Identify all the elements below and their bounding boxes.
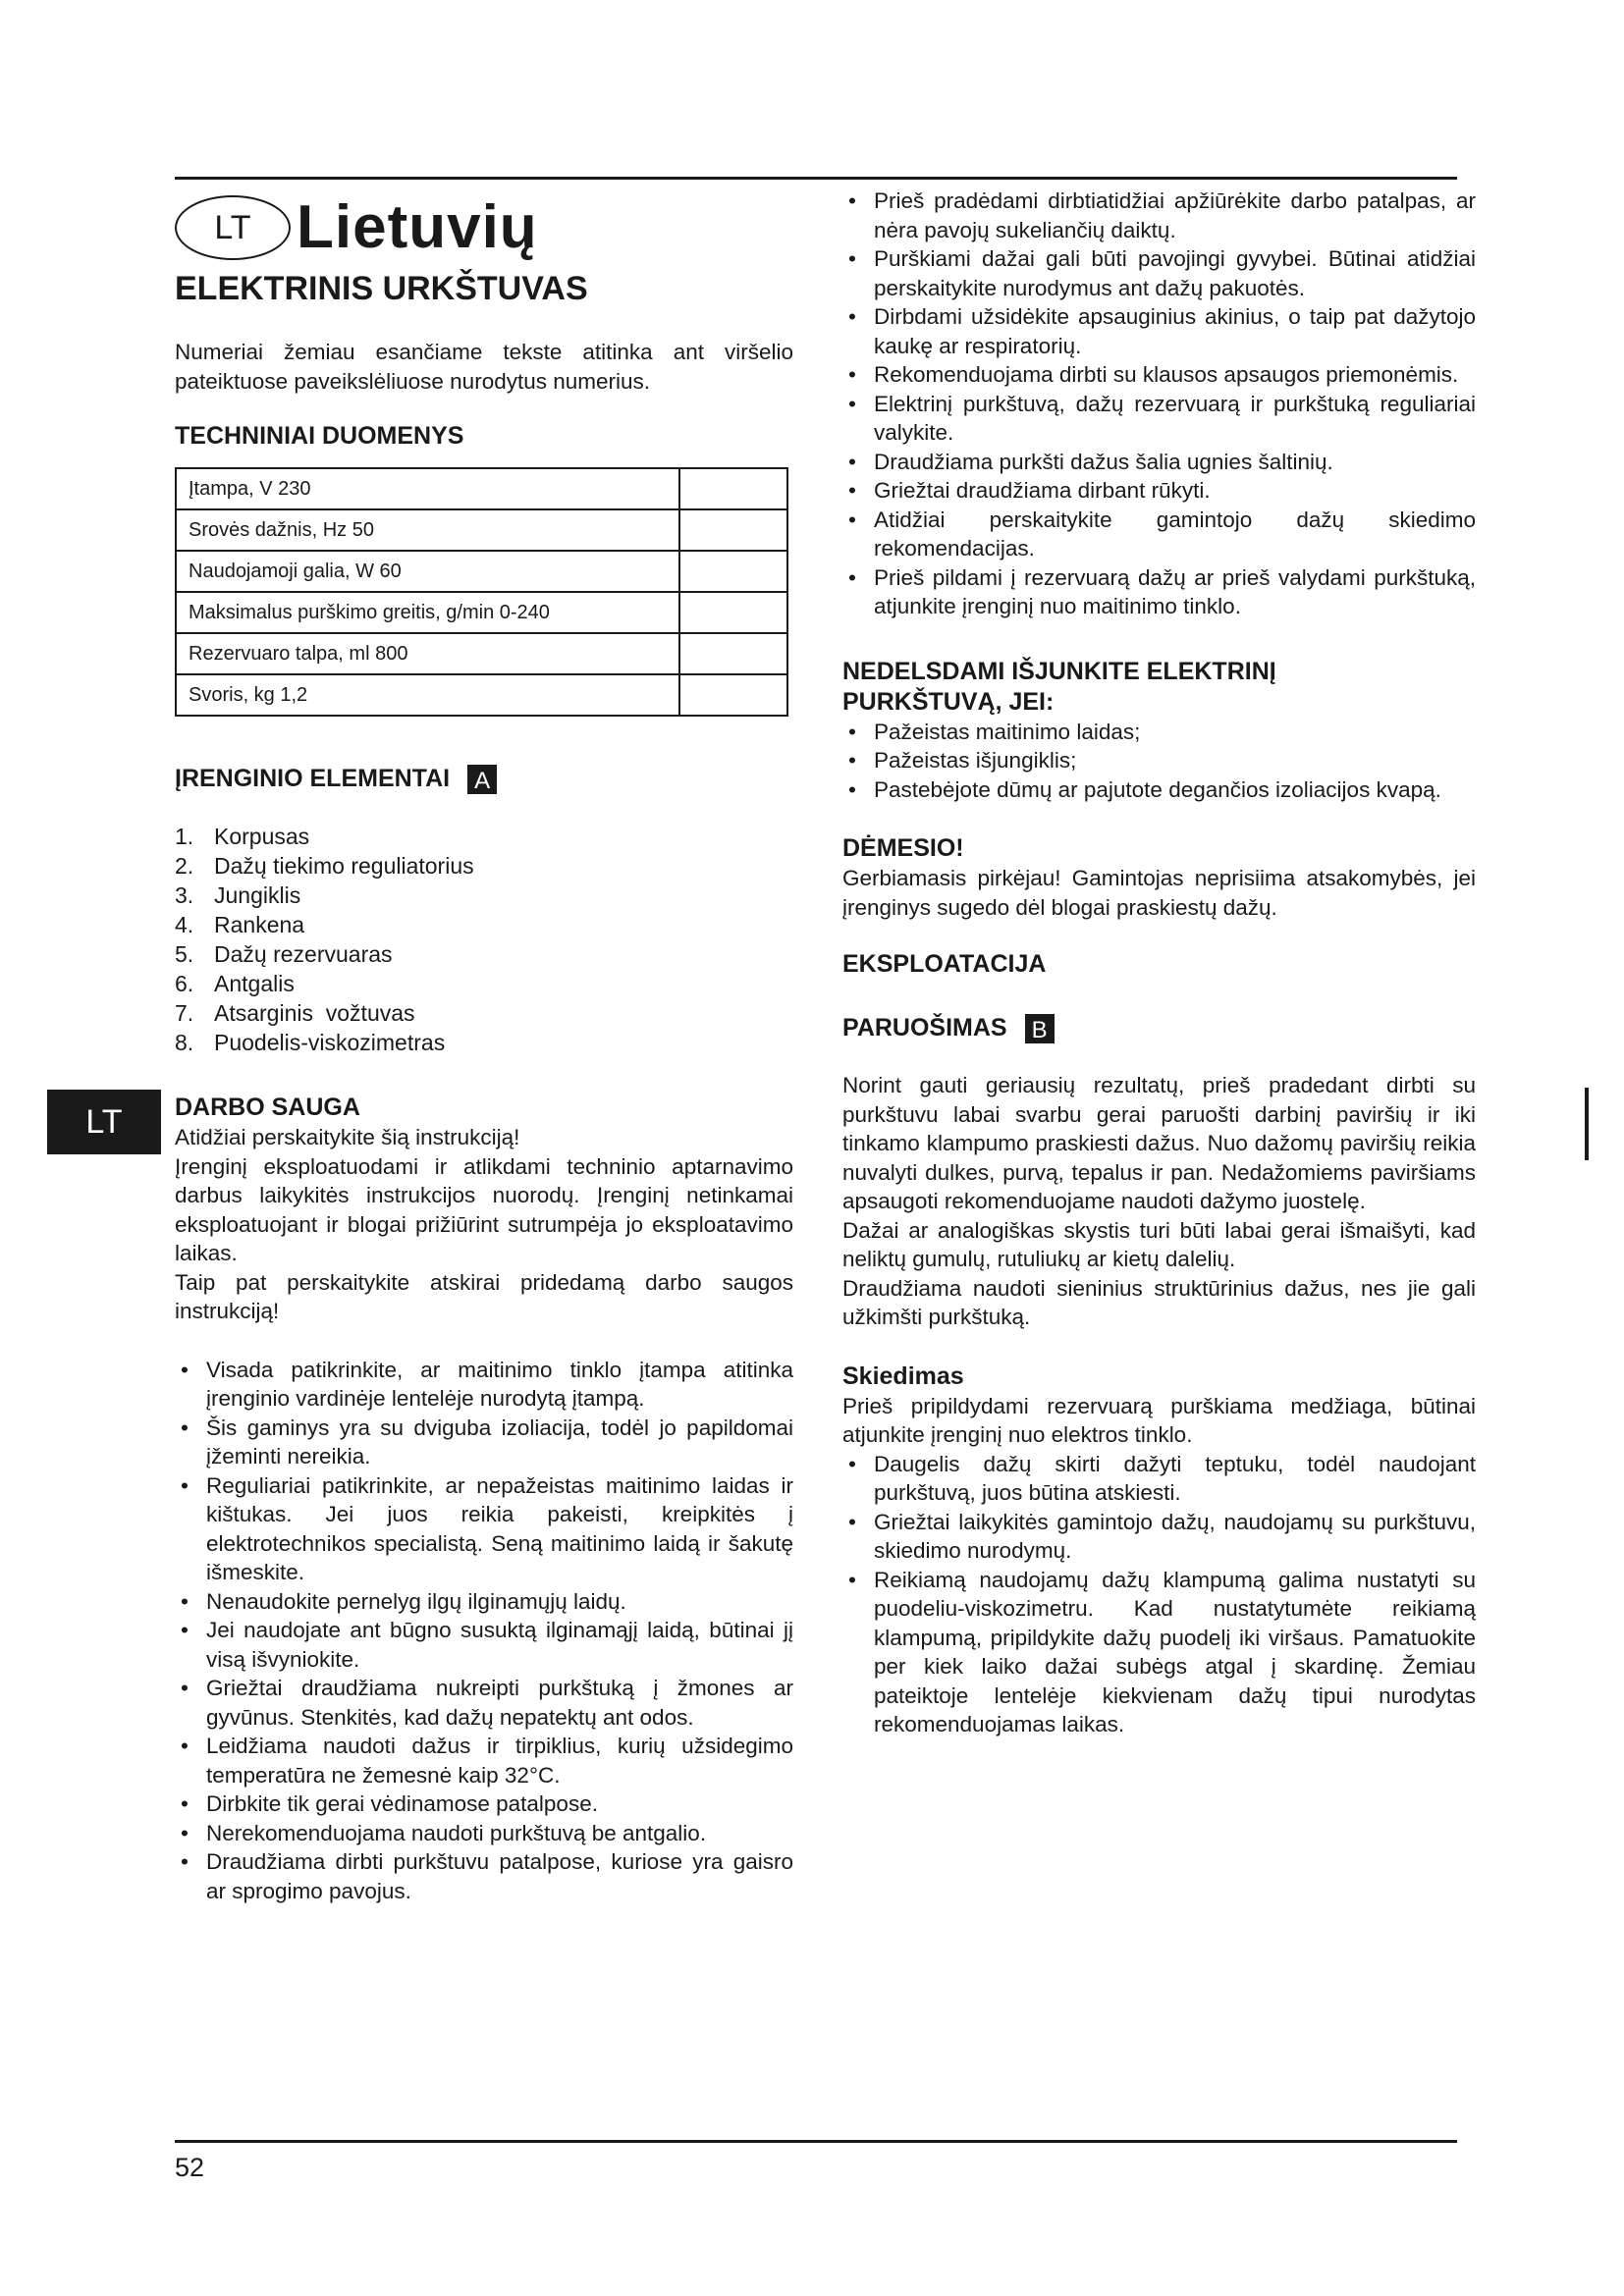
prep-para-1: Norint gauti geriausių rezultatų, prieš pradedant dirbti su purkštuvu labai svarbu gerai paruošti darbinį paviršių ir iki tinkamo klampumo praskiesti dažus. Nuo dažomų paviršių reikia nuvalyti dulkes, purvą, tepalus ir pan. Nedažomiems paviršiams apsaugoti rekomenduojame naudoti dažymo juostelę. xyxy=(842,1073,1476,1213)
dilution-bullet: • Griežtai laikykitės gamintojo dažų, naudojamų su purkštuvu, skiedimo nurodymų. xyxy=(842,1508,1476,1566)
margin-marker xyxy=(1585,1088,1589,1160)
safety-para-2: Įrenginį eksploatuodami ir atlikdami techninio aptarnavimo darbus laikykitės instrukcijos nuorodų. Įrenginį netinkamai eksploatuojant ir blogai prižiūrint sutrumpėja jo eksploatavimo laikas. xyxy=(175,1153,793,1265)
safety-para-3: Taip pat perskaitykite atskirai pridedamą darbo saugos instrukciją! xyxy=(175,1269,793,1323)
shutoff-heading-line-1: NEDELSDAMI IŠJUNKITE ELEKTRINĮ xyxy=(842,657,1276,685)
top-rule xyxy=(175,177,1457,180)
left-column xyxy=(175,187,793,1905)
tech-data-value-cell xyxy=(679,468,787,509)
language-title xyxy=(175,188,793,267)
tech-data-row xyxy=(176,592,787,633)
element-label: Korpusas xyxy=(214,824,310,849)
safety-bullet: • Jei naudojate ant būgno susuktą ilginamąjį laidą, būtinai jį visą išvyniokite. xyxy=(175,1616,793,1674)
safety-bullet: • Draudžiama purkšti dažus šalia ugnies šaltinių. xyxy=(842,448,1476,477)
safety-bullet: • Griežtai draudžiama dirbant rūkyti. xyxy=(842,476,1476,506)
tech-data-label: Svoris, kg 1,2 xyxy=(176,674,679,716)
tech-data-row xyxy=(176,674,787,716)
dilution-bullet: • Daugelis dažų skirti dažyti teptuku, todėl naudojant purkštuvą, juos būtina atskiesti. xyxy=(842,1450,1476,1508)
safety-bullet: • Nenaudokite pernelyg ilgų ilginamųjų laidų. xyxy=(175,1587,793,1617)
element-label: Antgalis xyxy=(214,971,295,996)
dilution-text: Prieš pripildydami rezervuarą purškiama medžiaga, būtinai atjunkite įrenginį nuo elektros tinklo. xyxy=(842,1393,1476,1447)
language-name: Lietuvių xyxy=(297,193,538,261)
tech-data-row xyxy=(176,468,787,509)
document-title: ELEKTRINIS URKŠTUVAS xyxy=(175,270,588,307)
tech-data-value-cell xyxy=(679,551,787,592)
element-item xyxy=(175,939,793,969)
elements-heading-row xyxy=(175,764,793,794)
safety-bullet: • Reguliariai patikrinkite, ar nepažeistas maitinimo laidas ir kištukas. Jei juos reikia pakeisti, kreipkitės į elektrotechnikos specialistą. Seną maitinimo laidą ir šakutę išmeskite. xyxy=(175,1471,793,1587)
safety-bullet: • Dirbdami užsidėkite apsauginius akinius, o taip pat dažytojo kaukę ar respiratorių. xyxy=(842,302,1476,360)
safety-list-continued xyxy=(842,187,1476,621)
safety-bullet: • Elektrinį purkštuvą, dažų rezervuarą ir purkštuką reguliariai valykite. xyxy=(842,390,1476,448)
element-item xyxy=(175,822,793,851)
attention-text: Gerbiamasis pirkėjau! Gamintojas neprisiima atsakomybės, jei įrenginys sugedo dėl blogai praskiestų dažų. xyxy=(842,866,1476,920)
element-item xyxy=(175,998,793,1028)
operation-heading: EKSPLOATACIJA xyxy=(842,950,1047,978)
page-number: 52 xyxy=(175,2153,205,2182)
element-number: 1. xyxy=(175,824,194,849)
tech-data-heading: TECHNINIAI DUOMENYS xyxy=(175,422,464,450)
safety-bullet: • Visada patikrinkite, ar maitinimo tinklo įtampa atitinka įrenginio vardinėje lentelėje nurodytą įtampą. xyxy=(175,1356,793,1414)
safety-bullet: • Šis gaminys yra su dviguba izoliacija, todėl jo papildomai įžeminti nereikia. xyxy=(175,1414,793,1471)
element-number: 2. xyxy=(175,853,194,879)
elements-heading: ĮRENGINIO ELEMENTAI xyxy=(175,765,451,792)
safety-para-1: Atidžiai perskaitykite šią instrukciją! xyxy=(175,1125,520,1149)
tech-data-row xyxy=(176,509,787,551)
element-item xyxy=(175,881,793,910)
safety-heading: DARBO SAUGA xyxy=(175,1094,360,1121)
figure-badge-b: B xyxy=(1025,1014,1055,1043)
shutoff-bullet: • Pastebėjote dūmų ar pajutote degančios izoliacijos kvapą. xyxy=(842,775,1476,805)
prep-para-2: Dažai ar analogiškas skystis turi būti labai gerai išmaišyti, kad neliktų gumulų, rutuliukų ar kietų dalelių. xyxy=(842,1217,1476,1271)
element-item xyxy=(175,1028,793,1057)
right-column xyxy=(842,187,1476,1739)
element-item xyxy=(175,969,793,998)
tech-data-value-cell xyxy=(679,509,787,551)
element-number: 6. xyxy=(175,971,194,996)
tech-data-row xyxy=(176,633,787,674)
attention-heading: DĖMESIO! xyxy=(842,834,964,862)
element-number: 3. xyxy=(175,882,194,908)
dilution-list xyxy=(842,1450,1476,1739)
safety-bullet: • Rekomenduojama dirbti su klausos apsaugos priemonėmis. xyxy=(842,360,1476,390)
element-item xyxy=(175,851,793,881)
bottom-rule xyxy=(175,2140,1457,2143)
tech-data-label: Įtampa, V 230 xyxy=(176,468,679,509)
element-number: 8. xyxy=(175,1030,194,1055)
prep-heading: PARUOŠIMAS xyxy=(842,1014,1007,1041)
shutoff-list xyxy=(842,718,1476,805)
safety-bullet: • Leidžiama naudoti dažus ir tirpiklius, kurių užsidegimo temperatūra ne žemesnė kaip 32°C. xyxy=(175,1732,793,1789)
intro-text: Numeriai žemiau esančiame tekste atitinka ant viršelio pateiktuose paveikslėliuose nurodytus numerius. xyxy=(175,340,793,394)
elements-list xyxy=(175,822,793,1057)
tech-data-value-cell xyxy=(679,674,787,716)
language-side-tab: LT xyxy=(47,1090,161,1154)
element-number: 5. xyxy=(175,941,194,967)
safety-bullet: • Dirbkite tik gerai vėdinamose patalpose. xyxy=(175,1789,793,1819)
safety-bullet: • Nerekomenduojama naudoti purkštuvą be antgalio. xyxy=(175,1819,793,1848)
tech-data-row xyxy=(176,551,787,592)
tech-data-label: Naudojamoji galia, W 60 xyxy=(176,551,679,592)
dilution-bullet: • Reikiamą naudojamų dažų klampumą galima nustatyti su puodeliu-viskozimetru. Kad nustatytumėte reikiamą klampumą, pripildykite dažų puodelį iki viršaus. Pamatuokite per kiek laiko dažai subėgs atgal į skardinę. Žemiau pateiktoje lentelėje kiekvienam dažų tipui nurodytas rekomenduojamas laikas. xyxy=(842,1566,1476,1739)
shutoff-bullet: • Pažeistas maitinimo laidas; xyxy=(842,718,1476,747)
element-label: Atsarginis vožtuvas xyxy=(214,1000,415,1026)
prep-heading-row xyxy=(842,1013,1476,1043)
safety-bullet: • Prieš pradėdami dirbtiatidžiai apžiūrėkite darbo patalpas, ar nėra pavojų sukeliančių daiktų. xyxy=(842,187,1476,244)
element-label: Puodelis-viskozimetras xyxy=(214,1030,446,1055)
element-label: Dažų rezervuaras xyxy=(214,941,393,967)
element-label: Rankena xyxy=(214,912,305,937)
element-item xyxy=(175,910,793,939)
language-badge: LT xyxy=(175,195,291,260)
tech-data-label: Srovės dažnis, Hz 50 xyxy=(176,509,679,551)
element-label: Dažų tiekimo reguliatorius xyxy=(214,853,474,879)
shutoff-heading-line-2: PURKŠTUVĄ, JEI: xyxy=(842,687,1055,716)
element-number: 7. xyxy=(175,1000,194,1026)
element-number: 4. xyxy=(175,912,194,937)
safety-bullet: • Purškiami dažai gali būti pavojingi gyvybei. Būtinai atidžiai perskaitykite nurodymus ant dažų pakuotės. xyxy=(842,244,1476,302)
figure-badge-a: A xyxy=(467,765,497,794)
tech-data-table xyxy=(175,467,788,717)
safety-bullet: • Griežtai draudžiama nukreipti purkštuką į žmones ar gyvūnus. Stenkitės, kad dažų nepatektų ant odos. xyxy=(175,1674,793,1732)
element-label: Jungiklis xyxy=(214,882,301,908)
tech-data-value-cell xyxy=(679,592,787,633)
prep-para-3: Draudžiama naudoti sieninius struktūrinius dažus, nes jie gali užkimšti purkštuką. xyxy=(842,1275,1476,1329)
dilution-heading: Skiedimas xyxy=(842,1362,964,1390)
tech-data-label: Rezervuaro talpa, ml 800 xyxy=(176,633,679,674)
shutoff-bullet: • Pažeistas išjungiklis; xyxy=(842,746,1476,775)
safety-bullet: • Atidžiai perskaitykite gamintojo dažų skiedimo rekomendacijas. xyxy=(842,506,1476,563)
safety-bullet: • Prieš pildami į rezervuarą dažų ar prieš valydami purkštuką, atjunkite įrenginį nuo maitinimo tinklo. xyxy=(842,563,1476,621)
tech-data-label: Maksimalus purškimo greitis, g/min 0-240 xyxy=(176,592,679,633)
safety-bullet: • Draudžiama dirbti purkštuvu patalpose, kuriose yra gaisro ar sprogimo pavojus. xyxy=(175,1847,793,1905)
tech-data-value-cell xyxy=(679,633,787,674)
safety-list xyxy=(175,1356,793,1906)
